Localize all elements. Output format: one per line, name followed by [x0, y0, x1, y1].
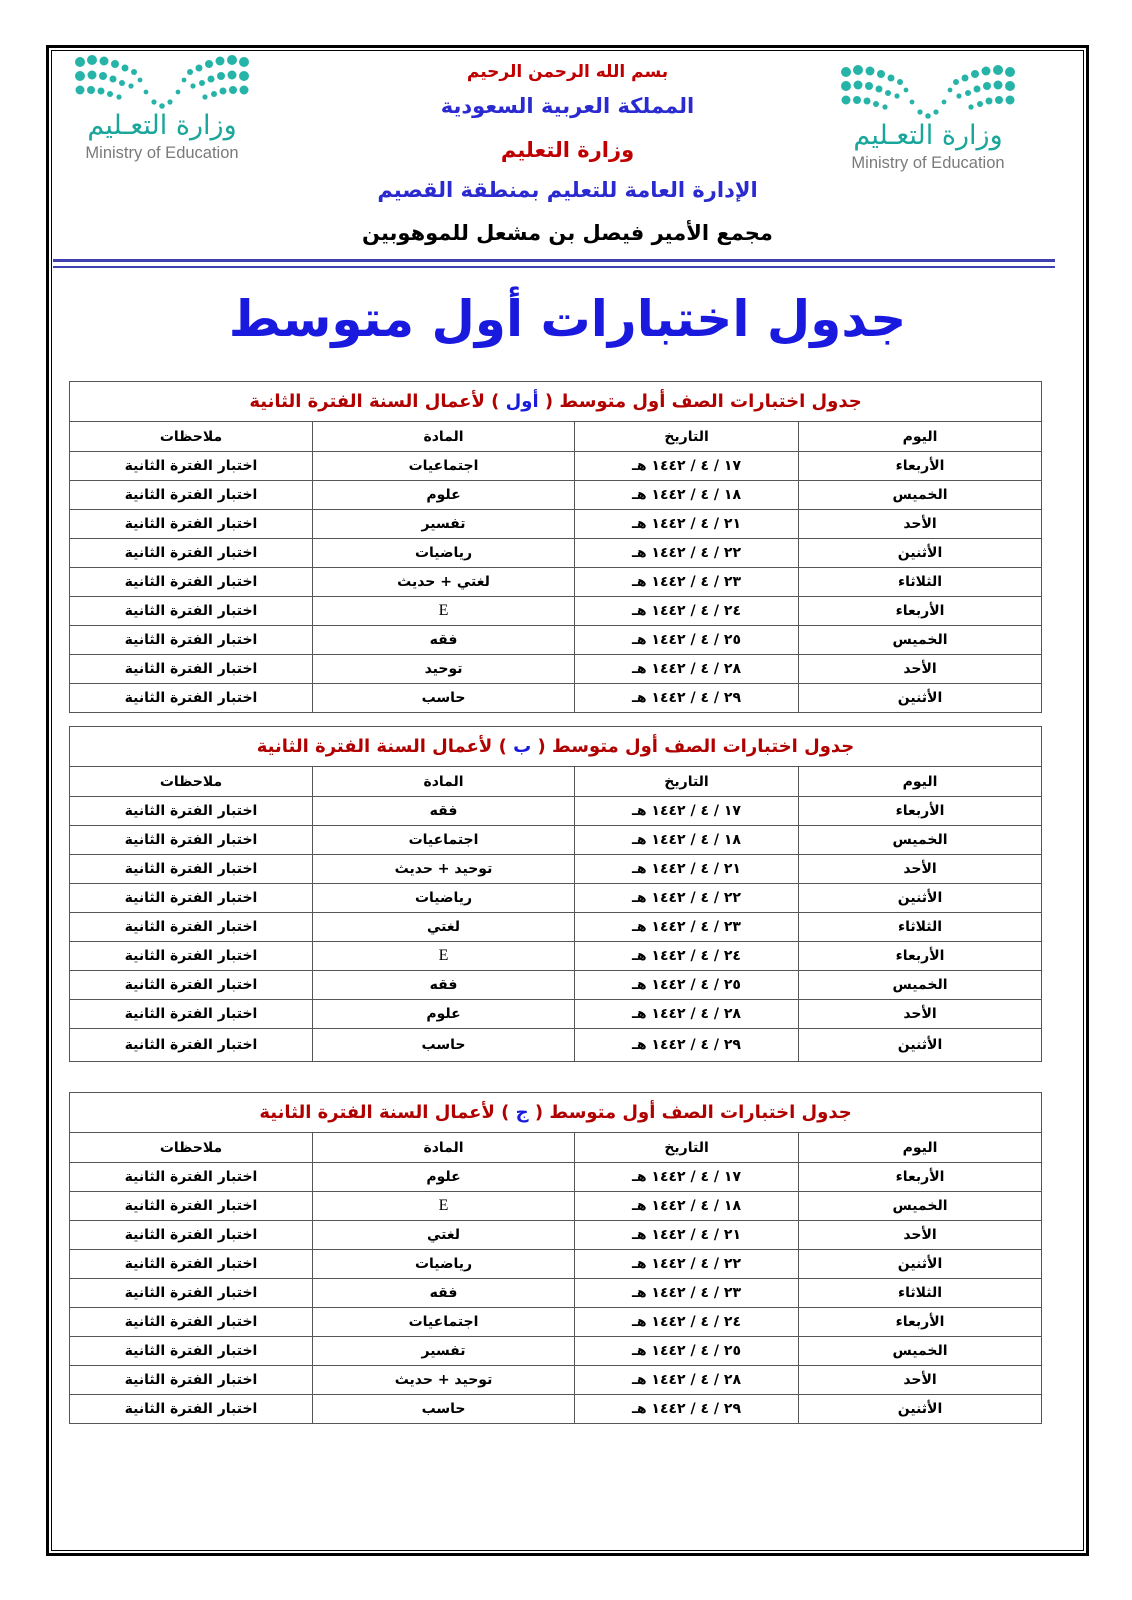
logo-english-text: Ministry of Education: [85, 144, 239, 162]
day-cell: الأثنين: [799, 1029, 1042, 1062]
caption-prefix: جدول اختبارات الصف أول متوسط (: [544, 391, 862, 412]
table-row: [70, 1192, 1042, 1221]
column-header-date: التاريخ: [575, 767, 799, 797]
logo-dots-icon: [838, 62, 1018, 120]
subject-cell: لغتي: [313, 1221, 575, 1250]
date-cell: ٢٩ / ٤ / ١٤٤٢ هـ: [575, 684, 799, 713]
table-row: [70, 481, 1042, 510]
subject-cell: فقه: [313, 626, 575, 655]
day-cell: الأثنين: [799, 884, 1042, 913]
subject-cell: اجتماعيات: [313, 452, 575, 481]
column-header-notes: ملاحظات: [70, 767, 313, 797]
logo-arabic-text: وزارة التعـليم: [853, 120, 1003, 151]
column-header-day: اليوم: [799, 422, 1042, 452]
date-cell: ١٨ / ٤ / ١٤٤٢ هـ: [575, 1192, 799, 1221]
note-cell: اختبار الفترة الثانية: [70, 568, 313, 597]
note-cell: اختبار الفترة الثانية: [70, 1029, 313, 1062]
day-cell: الأحد: [799, 855, 1042, 884]
table-caption: [70, 1093, 1042, 1133]
table-caption: [70, 727, 1042, 767]
page-title: جدول اختبارات أول متوسط: [228, 290, 907, 348]
school-title: مجمع الأمير فيصل بن مشعل للموهوبين: [362, 221, 773, 245]
table-row: [70, 1308, 1042, 1337]
date-cell: ٢٩ / ٤ / ١٤٤٢ هـ: [575, 1395, 799, 1424]
table-row: [70, 1000, 1042, 1029]
subject-cell: حاسب: [313, 1395, 575, 1424]
note-cell: اختبار الفترة الثانية: [70, 452, 313, 481]
basmala: بسم الله الرحمن الرحيم: [466, 62, 669, 82]
column-header-subject: المادة: [313, 767, 575, 797]
note-cell: اختبار الفترة الثانية: [70, 655, 313, 684]
table-caption: [70, 382, 1042, 422]
table-row: [70, 539, 1042, 568]
subject-cell: حاسب: [313, 1029, 575, 1062]
kingdom-title: المملكة العربية السعودية: [440, 94, 695, 118]
day-cell: الأحد: [799, 510, 1042, 539]
date-cell: ٢٥ / ٤ / ١٤٤٢ هـ: [575, 626, 799, 655]
note-cell: اختبار الفترة الثانية: [70, 942, 313, 971]
day-cell: الأربعاء: [799, 452, 1042, 481]
date-cell: ٢٤ / ٤ / ١٤٤٢ هـ: [575, 942, 799, 971]
day-cell: الأحد: [799, 655, 1042, 684]
table-row: [70, 1221, 1042, 1250]
column-header-day: اليوم: [799, 767, 1042, 797]
subject-cell: حاسب: [313, 684, 575, 713]
subject-cell: فقه: [313, 1279, 575, 1308]
caption-suffix: ) لأعمال السنة الفترة الثانية: [256, 736, 507, 757]
header-separator: [53, 259, 1055, 262]
day-cell: الأثنين: [799, 684, 1042, 713]
table-row: [70, 655, 1042, 684]
note-cell: اختبار الفترة الثانية: [70, 510, 313, 539]
table-row: [70, 971, 1042, 1000]
note-cell: اختبار الفترة الثانية: [70, 971, 313, 1000]
day-cell: الأحد: [799, 1366, 1042, 1395]
table-row: [70, 1395, 1042, 1424]
note-cell: اختبار الفترة الثانية: [70, 1308, 313, 1337]
date-cell: ٢٣ / ٤ / ١٤٤٢ هـ: [575, 913, 799, 942]
table-row: [70, 1163, 1042, 1192]
note-cell: اختبار الفترة الثانية: [70, 1192, 313, 1221]
column-header-notes: ملاحظات: [70, 422, 313, 452]
subject-cell: علوم: [313, 1163, 575, 1192]
table-row: [70, 826, 1042, 855]
note-cell: اختبار الفترة الثانية: [70, 1366, 313, 1395]
note-cell: اختبار الفترة الثانية: [70, 1279, 313, 1308]
note-cell: اختبار الفترة الثانية: [70, 884, 313, 913]
date-cell: ٢٢ / ٤ / ١٤٤٢ هـ: [575, 1250, 799, 1279]
day-cell: الثلاثاء: [799, 1279, 1042, 1308]
table-row: [70, 568, 1042, 597]
note-cell: اختبار الفترة الثانية: [70, 855, 313, 884]
day-cell: الأثنين: [799, 1250, 1042, 1279]
subject-cell: فقه: [313, 797, 575, 826]
section-name: ب: [513, 736, 532, 757]
caption-suffix: ) لأعمال السنة الفترة الثانية: [259, 1102, 510, 1123]
date-cell: ٢١ / ٤ / ١٤٤٢ هـ: [575, 1221, 799, 1250]
section-name: أول: [505, 391, 539, 412]
note-cell: اختبار الفترة الثانية: [70, 1163, 313, 1192]
exam-table-section-3: [69, 1092, 1042, 1424]
table-row: [70, 1250, 1042, 1279]
table-row: [70, 1366, 1042, 1395]
subject-cell: E: [313, 942, 575, 971]
logo-arabic-text: وزارة التعـليم: [87, 110, 237, 141]
ministry-logo-right: [828, 62, 1028, 212]
day-cell: الأثنين: [799, 539, 1042, 568]
subject-cell: توحيد: [313, 655, 575, 684]
day-cell: الثلاثاء: [799, 568, 1042, 597]
table-row: [70, 1029, 1042, 1062]
ministry-logo-left: [62, 52, 262, 202]
day-cell: الأربعاء: [799, 597, 1042, 626]
column-header-subject: المادة: [313, 1133, 575, 1163]
logo-english-text: Ministry of Education: [851, 154, 1005, 172]
section-name: ج: [515, 1102, 529, 1123]
day-cell: الأحد: [799, 1221, 1042, 1250]
table-row: [70, 942, 1042, 971]
day-cell: الخميس: [799, 1192, 1042, 1221]
day-cell: الخميس: [799, 626, 1042, 655]
date-cell: ٢٥ / ٤ / ١٤٤٢ هـ: [575, 1337, 799, 1366]
column-header-notes: ملاحظات: [70, 1133, 313, 1163]
note-cell: اختبار الفترة الثانية: [70, 797, 313, 826]
subject-cell: توحيد + حديث: [313, 1366, 575, 1395]
date-cell: ١٧ / ٤ / ١٤٤٢ هـ: [575, 1163, 799, 1192]
day-cell: الأحد: [799, 1000, 1042, 1029]
date-cell: ٢١ / ٤ / ١٤٤٢ هـ: [575, 855, 799, 884]
column-header-subject: المادة: [313, 422, 575, 452]
subject-cell: اجتماعيات: [313, 1308, 575, 1337]
table-row: [70, 913, 1042, 942]
table-row: [70, 626, 1042, 655]
subject-cell: علوم: [313, 1000, 575, 1029]
note-cell: اختبار الفترة الثانية: [70, 826, 313, 855]
day-cell: الخميس: [799, 481, 1042, 510]
subject-cell: رياضيات: [313, 884, 575, 913]
note-cell: اختبار الفترة الثانية: [70, 597, 313, 626]
caption-prefix: جدول اختبارات الصف أول متوسط (: [537, 736, 855, 757]
date-cell: ١٨ / ٤ / ١٤٤٢ هـ: [575, 826, 799, 855]
table-row: [70, 1337, 1042, 1366]
exam-table-section-2: [69, 726, 1042, 1062]
subject-cell: E: [313, 597, 575, 626]
day-cell: الأربعاء: [799, 797, 1042, 826]
date-cell: ٢٢ / ٤ / ١٤٤٢ هـ: [575, 884, 799, 913]
logo-dots-icon: [72, 52, 252, 110]
date-cell: ١٧ / ٤ / ١٤٤٢ هـ: [575, 797, 799, 826]
note-cell: اختبار الفترة الثانية: [70, 913, 313, 942]
note-cell: اختبار الفترة الثانية: [70, 481, 313, 510]
date-cell: ٢٨ / ٤ / ١٤٤٢ هـ: [575, 1366, 799, 1395]
day-cell: الأربعاء: [799, 1163, 1042, 1192]
subject-cell: تفسير: [313, 510, 575, 539]
table-row: [70, 452, 1042, 481]
day-cell: الثلاثاء: [799, 913, 1042, 942]
note-cell: اختبار الفترة الثانية: [70, 539, 313, 568]
date-cell: ٢٩ / ٤ / ١٤٤٢ هـ: [575, 1029, 799, 1062]
subject-cell: E: [313, 1192, 575, 1221]
header-separator: [53, 266, 1055, 268]
note-cell: اختبار الفترة الثانية: [70, 1221, 313, 1250]
subject-cell: رياضيات: [313, 1250, 575, 1279]
subject-cell: لغتي + حديث: [313, 568, 575, 597]
table-row: [70, 597, 1042, 626]
column-header-day: اليوم: [799, 1133, 1042, 1163]
note-cell: اختبار الفترة الثانية: [70, 684, 313, 713]
date-cell: ١٧ / ٤ / ١٤٤٢ هـ: [575, 452, 799, 481]
note-cell: اختبار الفترة الثانية: [70, 1250, 313, 1279]
note-cell: اختبار الفترة الثانية: [70, 626, 313, 655]
caption-prefix: جدول اختبارات الصف أول متوسط (: [534, 1102, 852, 1123]
date-cell: ٢٣ / ٤ / ١٤٤٢ هـ: [575, 568, 799, 597]
subject-cell: اجتماعيات: [313, 826, 575, 855]
column-header-date: التاريخ: [575, 1133, 799, 1163]
note-cell: اختبار الفترة الثانية: [70, 1000, 313, 1029]
exam-table-section-1: [69, 381, 1042, 713]
date-cell: ٢٤ / ٤ / ١٤٤٢ هـ: [575, 1308, 799, 1337]
column-header-date: التاريخ: [575, 422, 799, 452]
administration-title: الإدارة العامة للتعليم بمنطقة القصيم: [377, 178, 758, 202]
date-cell: ١٨ / ٤ / ١٤٤٢ هـ: [575, 481, 799, 510]
ministry-title: وزارة التعليم: [500, 138, 635, 162]
day-cell: الخميس: [799, 826, 1042, 855]
table-row: [70, 684, 1042, 713]
day-cell: الخميس: [799, 971, 1042, 1000]
note-cell: اختبار الفترة الثانية: [70, 1395, 313, 1424]
subject-cell: فقه: [313, 971, 575, 1000]
date-cell: ٢٢ / ٤ / ١٤٤٢ هـ: [575, 539, 799, 568]
day-cell: الأربعاء: [799, 1308, 1042, 1337]
date-cell: ٢٣ / ٤ / ١٤٤٢ هـ: [575, 1279, 799, 1308]
day-cell: الأثنين: [799, 1395, 1042, 1424]
subject-cell: لغتي: [313, 913, 575, 942]
subject-cell: تفسير: [313, 1337, 575, 1366]
date-cell: ٢٥ / ٤ / ١٤٤٢ هـ: [575, 971, 799, 1000]
table-row: [70, 510, 1042, 539]
date-cell: ٢٨ / ٤ / ١٤٤٢ هـ: [575, 1000, 799, 1029]
table-row: [70, 855, 1042, 884]
table-row: [70, 884, 1042, 913]
date-cell: ٢٤ / ٤ / ١٤٤٢ هـ: [575, 597, 799, 626]
subject-cell: علوم: [313, 481, 575, 510]
note-cell: اختبار الفترة الثانية: [70, 1337, 313, 1366]
subject-cell: توحيد + حديث: [313, 855, 575, 884]
table-row: [70, 797, 1042, 826]
table-row: [70, 1279, 1042, 1308]
subject-cell: رياضيات: [313, 539, 575, 568]
caption-suffix: ) لأعمال السنة الفترة الثانية: [249, 391, 500, 412]
day-cell: الأربعاء: [799, 942, 1042, 971]
date-cell: ٢٨ / ٤ / ١٤٤٢ هـ: [575, 655, 799, 684]
date-cell: ٢١ / ٤ / ١٤٤٢ هـ: [575, 510, 799, 539]
day-cell: الخميس: [799, 1337, 1042, 1366]
